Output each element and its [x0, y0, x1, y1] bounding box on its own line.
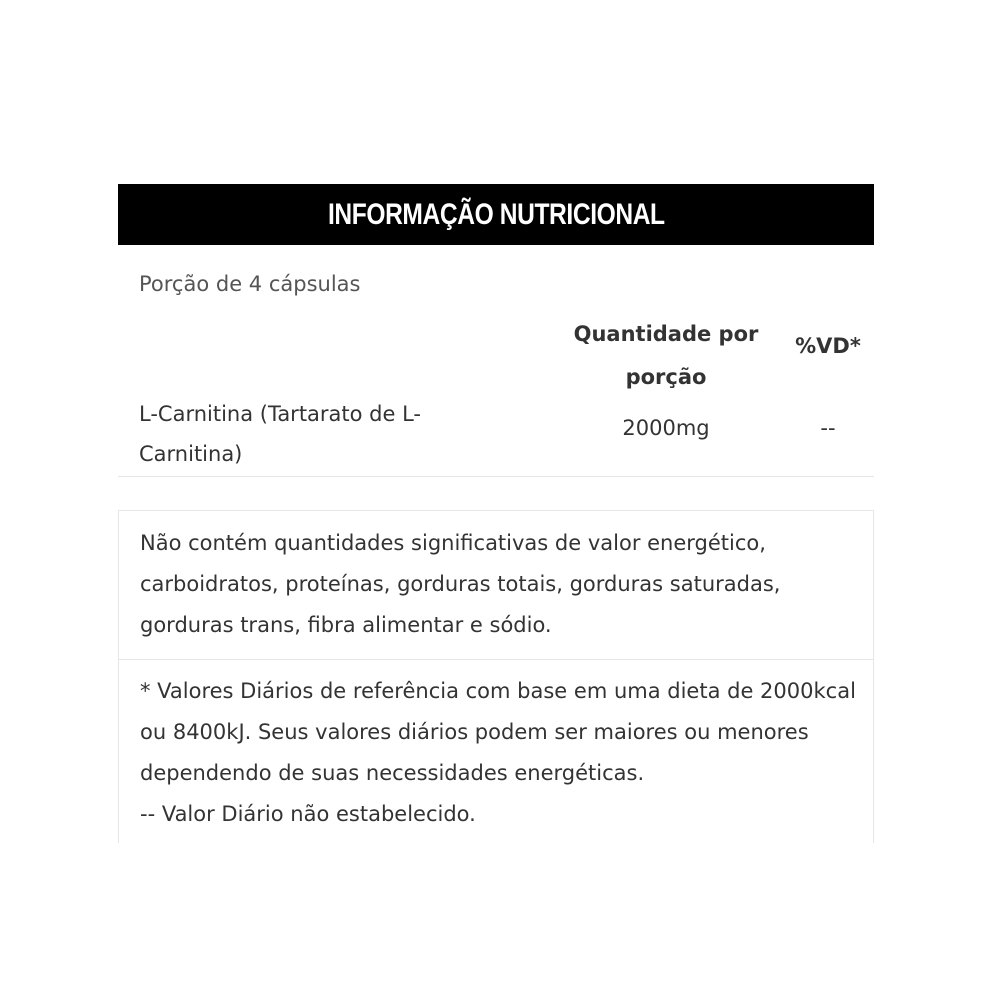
title-bar — [118, 184, 874, 245]
nutrient-quantity: 2000mg — [622, 416, 710, 440]
dv-column-header: %VD* — [795, 334, 861, 358]
serving-size: Porção de 4 cápsulas — [139, 272, 361, 296]
notes-box — [118, 510, 874, 843]
nutrient-dv: -- — [820, 416, 836, 440]
nutrition-facts-panel — [118, 184, 874, 826]
not-significant-note: Não contém quantidades significativas de valor energético, carboidratos, proteínas, gorduras totais, gorduras saturadas, gorduras trans, fibra alimentar e sódio. — [140, 531, 781, 637]
quantity-column-header: Quantidade por porção — [573, 322, 759, 389]
notes-divider — [119, 659, 873, 660]
table-divider — [118, 476, 874, 477]
panel-title: INFORMAÇÃO NUTRICIONAL — [327, 197, 665, 231]
not-established-footnote: -- Valor Diário não estabelecido. — [140, 802, 476, 826]
daily-values-footnote: * Valores Diários de referência com base em uma dieta de 2000kcal ou 8400kJ. Seus valores diários podem ser maiores ou menores dependendo de suas necessidades energéticas. — [140, 679, 856, 785]
footnotes — [140, 671, 865, 835]
nutrient-name: L-Carnitina (Tartarato de L-Carnitina) — [139, 402, 422, 466]
